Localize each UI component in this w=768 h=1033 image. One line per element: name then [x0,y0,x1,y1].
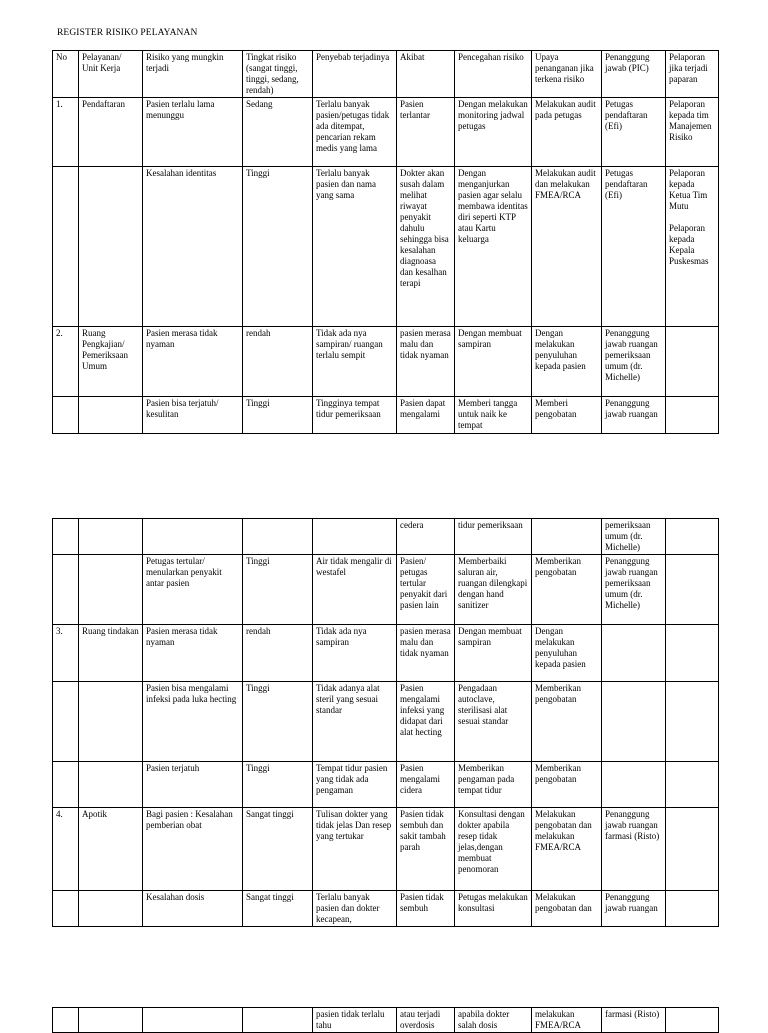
level-cell: Tinggi [243,682,313,762]
effect-cell: Pasien tidak sembuh dan sakit tambah parah [397,808,455,891]
pic-cell: Petugas pendaftaran (Efi) [602,167,666,327]
no-cell: 2. [53,327,79,397]
risk-cell: Bagi pasien : Kesalahan pemberian obat [143,808,243,891]
risk-cell [143,519,243,555]
cause-cell: Tidak adanya alat steril yang sesuai standar [313,682,397,762]
table-row [53,762,719,808]
pic-cell [602,625,666,682]
table-row [53,625,719,682]
level-cell: Sangat tinggi [243,808,313,891]
no-cell [53,167,79,327]
response-cell: Memberikan pengobatan [532,555,602,625]
level-cell: Sangat tinggi [243,891,313,927]
no-cell [53,682,79,762]
effect-cell: Dokter akan susah dalam melihat riwayat penyakit dahulu sehingga bisa kesalahan diagnoasa dan kesalhan terapi [397,167,455,327]
unit-cell: Ruang Pengkajian/ Pemeriksaan Umum [79,327,143,397]
table-body [53,98,719,434]
prevention-cell: Pengadaan autoclave, sterilisasi alat sesuai standar [455,682,532,762]
response-cell: Dengan melakukan penyuluhan kepada pasien [532,625,602,682]
cause-cell [313,519,397,555]
table-body [53,519,719,927]
level-cell: Tinggi [243,397,313,434]
header-cell: Pelayanan/ Unit Kerja [79,51,143,98]
table-row [53,682,719,762]
cause-cell: Terlalu banyak pasien dan dokter kecapean, [313,891,397,927]
level-cell: rendah [243,625,313,682]
effect-cell: pasien merasa malu dan tidak nyaman [397,327,455,397]
table-row [53,891,719,927]
pic-cell: Penanggung jawab ruangan [602,891,666,927]
risk-cell: Pasien terlalu lama menunggu [143,98,243,167]
cause-cell: Tingginya tempat tidur pemeriksaan [313,397,397,434]
prevention-cell: Dengan membuat sampiran [455,625,532,682]
risk-register-table-continued-2 [52,1007,719,1033]
prevention-cell: Konsultasi dengan dokter apabila resep tidak jelas,dengan membuat penomoran [455,808,532,891]
response-cell: melakukan FMEA/RCA [532,1008,602,1033]
document-title: REGISTER RISIKO PELAYANAN [57,28,198,38]
reporting-cell [666,808,719,891]
effect-cell: atau terjadi overdosis [397,1008,455,1033]
prevention-cell: Dengan menganjurkan pasien agar selalu membawa identitas diri seperti KTP atau Kartu keluarga [455,167,532,327]
pic-cell: Penanggung jawab ruangan pemeriksaan umum (dr. Michelle) [602,327,666,397]
response-cell: Melakukan pengobatan dan melakukan FMEA/RCA [532,808,602,891]
prevention-cell: Memberi tangga untuk naik ke tempat [455,397,532,434]
header-cell: Risiko yang mungkin terjadi [143,51,243,98]
unit-cell [79,891,143,927]
reporting-cell: Pelaporan kepada Ketua Tim Mutu Pelaporan kepada Kepala Puskesmas [666,167,719,327]
cause-cell: Air tidak mengalir di westafel [313,555,397,625]
response-cell: Memberikan pengobatan [532,762,602,808]
unit-cell: Ruang tindakan [79,625,143,682]
no-cell: 1. [53,98,79,167]
pic-cell: Penanggung jawab ruangan [602,397,666,434]
unit-cell: Apotik [79,808,143,891]
pic-cell: farmasi (Risto) [602,1008,666,1033]
effect-cell: Pasien terlantar [397,98,455,167]
risk-cell: Kesalahan identitas [143,167,243,327]
no-cell [53,519,79,555]
prevention-cell: apabila dokter salah dosis [455,1008,532,1033]
cause-cell: Tempat tidur pasien yang tidak ada pengaman [313,762,397,808]
table-row [53,98,719,167]
prevention-cell: Dengan membuat sampiran [455,327,532,397]
level-cell: Sedang [243,98,313,167]
risk-cell: Petugas tertular/ menularkan penyakit antar pasien [143,555,243,625]
response-cell: Melakukan audit pada petugas [532,98,602,167]
table-row [53,167,719,327]
risk-cell: Pasien merasa tidak nyaman [143,625,243,682]
header-cell: Akibat [397,51,455,98]
unit-cell [79,519,143,555]
response-cell: Melakukan pengobatan dan [532,891,602,927]
unit-cell [79,682,143,762]
no-cell: 3. [53,625,79,682]
unit-cell [79,555,143,625]
cause-cell: Tulisan dokter yang tidak jelas Dan resep yang tertukar [313,808,397,891]
risk-cell: Kesalahan dosis [143,891,243,927]
cause-cell: Tidak ada nya sampiran/ ruangan terlalu sempit [313,327,397,397]
header-cell: Pencegahan risiko [455,51,532,98]
unit-cell: Pendaftaran [79,98,143,167]
table-row [53,397,719,434]
prevention-cell: tidur pemeriksaan [455,519,532,555]
unit-cell [79,1008,143,1033]
no-cell [53,555,79,625]
header-cell: Penanggung jawab (PIC) [602,51,666,98]
effect-cell: Pasien mengalami infeksi yang didapat dari alat hecting [397,682,455,762]
reporting-cell [666,519,719,555]
risk-cell: Pasien bisa terjatuh/ kesulitan [143,397,243,434]
response-cell: Memberi pengobatan [532,397,602,434]
table-body [53,1008,719,1033]
risk-register-table [52,50,719,434]
reporting-cell [666,327,719,397]
unit-cell [79,397,143,434]
prevention-cell: Dengan melakukan monitoring jadwal petugas [455,98,532,167]
cause-cell: Terlalu banyak pasien dan nama yang sama [313,167,397,327]
no-cell: 4. [53,808,79,891]
header-cell: Tingkat risiko (sangat tinggi, tinggi, sedang, rendah) [243,51,313,98]
no-cell [53,397,79,434]
risk-cell: Pasien terjatuh [143,762,243,808]
level-cell: Tinggi [243,167,313,327]
table-row [53,519,719,555]
risk-cell [143,1008,243,1033]
table-row [53,327,719,397]
unit-cell [79,167,143,327]
header-cell: No [53,51,79,98]
unit-cell [79,762,143,808]
risk-register-table-continued [52,518,719,927]
risk-cell: Pasien bisa mengalami infeksi pada luka hecting [143,682,243,762]
reporting-cell [666,625,719,682]
prevention-cell: Memberikan pengaman pada tempat tidur [455,762,532,808]
level-cell [243,1008,313,1033]
effect-cell: Pasien mengalami cidera [397,762,455,808]
reporting-cell: Pelaporan kepada tim Manajemen Risiko [666,98,719,167]
reporting-cell [666,682,719,762]
level-cell [243,519,313,555]
cause-cell: pasien tidak terlalu tahu [313,1008,397,1033]
pic-cell: Penanggung jawab ruangan pemeriksaan umum (dr. Michelle) [602,555,666,625]
table-row [53,1008,719,1033]
effect-cell: cedera [397,519,455,555]
reporting-cell [666,891,719,927]
effect-cell: Pasien dapat mengalami [397,397,455,434]
level-cell: Tinggi [243,555,313,625]
cause-cell: Tidak ada nya sampiran [313,625,397,682]
level-cell: Tinggi [243,762,313,808]
reporting-cell [666,397,719,434]
effect-cell: Pasien/ petugas tertular penyakit dari pasien lain [397,555,455,625]
reporting-cell [666,762,719,808]
cause-cell: Terlalu banyak pasien/petugas tidak ada ditempat, pencarian rekam medis yang lama [313,98,397,167]
prevention-cell: Petugas melakukan konsultasi [455,891,532,927]
pic-cell: Petugas pendaftaran (Efi) [602,98,666,167]
pic-cell: Penanggung jawab ruangan farmasi (Risto) [602,808,666,891]
response-cell: Dengan melakukan penyuluhan kepada pasien [532,327,602,397]
table-row [53,808,719,891]
prevention-cell: Memberbaiki saluran air, ruangan dilengkapi dengan hand sanitizer [455,555,532,625]
header-cell: Upaya penanganan jika terkena risiko [532,51,602,98]
header-cell: Penyebab terjadinya [313,51,397,98]
pic-cell: pemeriksaan umum (dr. Michelle) [602,519,666,555]
risk-cell: Pasien merasa tidak nyaman [143,327,243,397]
level-cell: rendah [243,327,313,397]
pic-cell [602,762,666,808]
no-cell [53,1008,79,1033]
table-row [53,555,719,625]
no-cell [53,891,79,927]
effect-cell: Pasien tidak sembuh [397,891,455,927]
response-cell [532,519,602,555]
response-cell: Melakukan audit dan melakukan FMEA/RCA [532,167,602,327]
effect-cell: pasien merasa malu dan tidak nyaman [397,625,455,682]
reporting-cell [666,1008,719,1033]
table-header-row [53,51,719,98]
no-cell [53,762,79,808]
pic-cell [602,682,666,762]
reporting-cell [666,555,719,625]
response-cell: Memberikan pengobatan [532,682,602,762]
header-cell: Pelaporan jika terjadi paparan [666,51,719,98]
